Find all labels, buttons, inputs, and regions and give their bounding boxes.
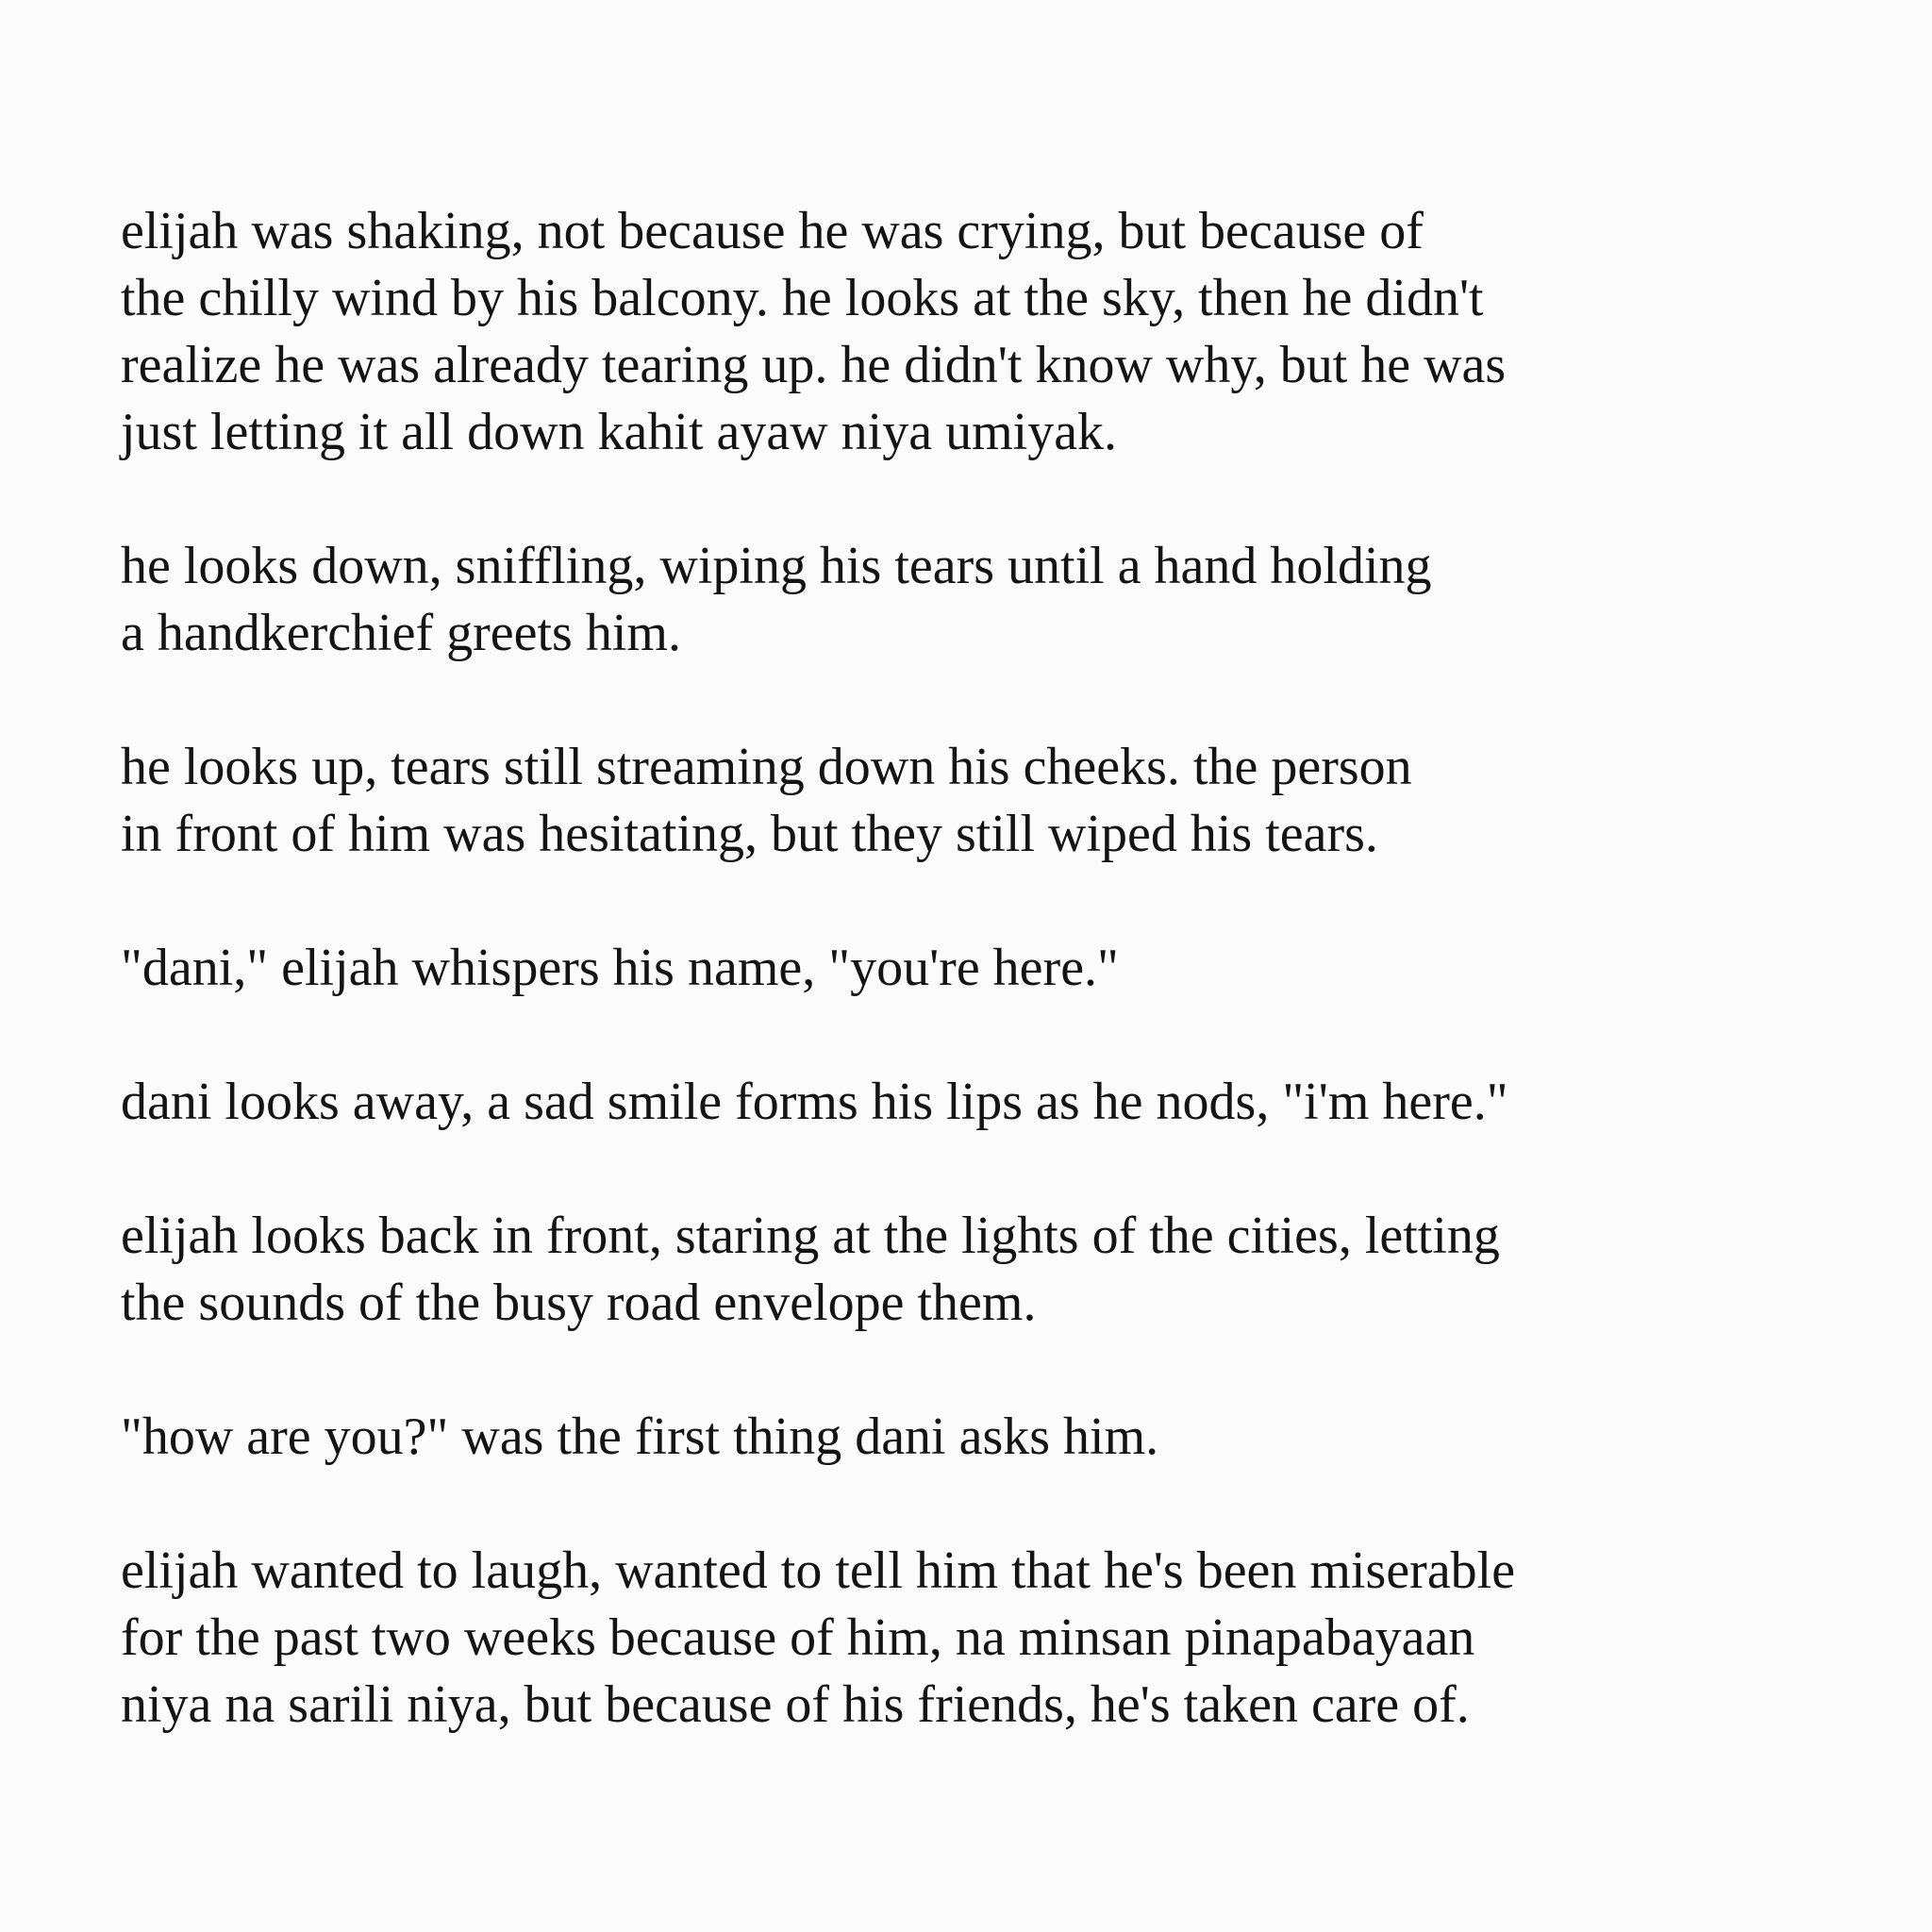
paragraph-7 — [121, 1404, 1875, 1471]
paragraph-4 — [121, 935, 1875, 1002]
paragraph-5 — [121, 1069, 1875, 1136]
text-line: he looks down, sniffling, wiping his tears until a hand holding — [121, 537, 1432, 595]
paragraph-6 — [121, 1203, 1875, 1337]
text-line: he looks up, tears still streaming down his cheeks. the person — [121, 738, 1412, 796]
text-line: "how are you?" was the first thing dani asks him. — [121, 1407, 1159, 1466]
text-line: realize he was already tearing up. he didn't know why, but he was — [121, 336, 1507, 394]
text-line: niya na sarili niya, but because of his friends, he's taken care of. — [121, 1675, 1470, 1734]
text-line: elijah was shaking, not because he was crying, but because of — [121, 202, 1424, 260]
text-line: "dani," elijah whispers his name, "you're here." — [121, 939, 1119, 997]
text-line: dani looks away, a sad smile forms his lips as he nods, "i'm here." — [121, 1073, 1508, 1131]
text-line: elijah wanted to laugh, wanted to tell him that he's been miserable — [121, 1541, 1516, 1600]
paragraph-8 — [121, 1538, 1875, 1739]
text-line: just letting it all down kahit ayaw niya umiyak. — [121, 403, 1118, 461]
story-text — [121, 198, 1875, 1739]
paragraph-1 — [121, 198, 1875, 466]
text-line: the chilly wind by his balcony. he looks at the sky, then he didn't — [121, 269, 1484, 327]
paragraph-3 — [121, 734, 1875, 868]
text-line: elijah looks back in front, staring at the lights of the cities, letting — [121, 1207, 1500, 1265]
text-line: a handkerchief greets him. — [121, 604, 681, 662]
text-line: the sounds of the busy road envelope them. — [121, 1274, 1037, 1332]
text-line: for the past two weeks because of him, na minsan pinapabayaan — [121, 1608, 1475, 1667]
text-line: in front of him was hesitating, but they still wiped his tears. — [121, 805, 1378, 863]
paragraph-2 — [121, 533, 1875, 667]
